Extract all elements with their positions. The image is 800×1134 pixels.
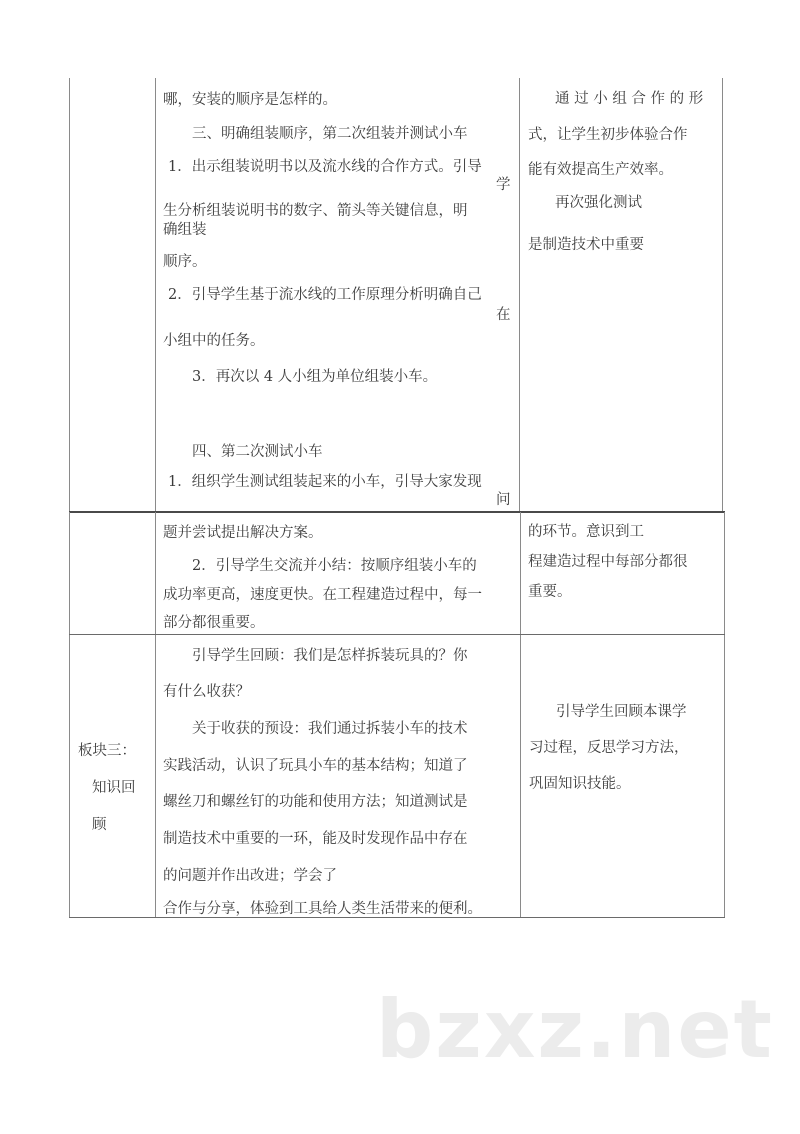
content-line: 小组中的任务。 [163, 333, 265, 349]
intent-line: 巩固知识技能。 [529, 776, 631, 792]
intent-line: 习过程，反思学习方法， [529, 740, 689, 756]
table-border-left-top [69, 78, 70, 512]
table-divider-2-bottom [520, 512, 521, 917]
intent-line: 式，让学生初步体验合作 [528, 127, 688, 143]
content-line: 学 [496, 177, 511, 193]
table-border-left-bottom [69, 512, 70, 917]
intent-line: 能有效提高生产效率。 [528, 162, 673, 178]
content-line: 2．引导学生交流并小结：按顺序组装小车的 [192, 558, 477, 574]
content-line: 问 [496, 492, 511, 508]
content-line: 3．再次以 4 人小组为单位组装小车。 [192, 369, 438, 385]
table-border-right-bottom [724, 512, 725, 917]
content-line: 顺序。 [163, 254, 207, 270]
content-line: 哪，安装的顺序是怎样的。 [163, 92, 337, 108]
table-border-right-top [722, 78, 723, 512]
intent-line: 通 过 小 组 合 作 的 形 [555, 91, 704, 107]
section-heading: 三、明确组装顺序，第二次组装并测试小车 [192, 126, 468, 142]
row-separator-pagebreak [69, 511, 725, 513]
watermark: bzxz.net [376, 983, 774, 1076]
intent-line: 的环节。意识到工 [528, 524, 644, 540]
content-line: 确组装 [163, 222, 207, 238]
content-line: 题并尝试提出解决方案。 [163, 525, 323, 541]
content-line: 关于收获的预设：我们通过拆装小车的技术 [192, 721, 468, 737]
intent-line: 再次强化测试 [555, 195, 642, 211]
content-line: 合作与分享，体验到工具给人类生活带来的便利。 [163, 901, 482, 917]
intent-line: 重要。 [528, 584, 572, 600]
table-divider-1-top [155, 78, 156, 512]
content-line: 的问题并作出改进；学会了 [163, 868, 337, 884]
intent-line: 是制造技术中重要 [528, 237, 644, 253]
content-line: 成功率更高，速度更快。在工程建造过程中，每一 [163, 587, 482, 603]
content-line: 1．出示组装说明书以及流水线的合作方式。引导 [168, 159, 482, 175]
section-heading: 四、第二次测试小车 [192, 444, 323, 460]
section-label: 顾 [92, 817, 107, 833]
row-separator-2-3 [69, 634, 725, 635]
content-line: 部分都很重要。 [163, 615, 265, 631]
content-line: 生分析组装说明书的数字、箭头等关键信息，明 [163, 203, 468, 219]
content-line: 2．引导学生基于流水线的工作原理分析明确自己 [168, 287, 482, 303]
content-line: 有什么收获？ [163, 684, 250, 700]
content-line: 螺丝刀和螺丝钉的功能和使用方法；知道测试是 [163, 794, 468, 810]
table-divider-2-top [519, 78, 520, 512]
section-label: 知识回 [92, 780, 136, 796]
intent-line: 程建造过程中每部分都很 [528, 554, 688, 570]
content-line: 引导学生回顾：我们是怎样拆装玩具的？你 [192, 648, 468, 664]
section-label: 板块三： [78, 743, 136, 759]
content-line: 1．组织学生测试组装起来的小车，引导大家发现 [168, 474, 482, 490]
content-line: 制造技术中重要的一环，能及时发现作品中存在 [163, 831, 468, 847]
intent-line: 引导学生回顾本课学 [556, 704, 687, 720]
content-line: 实践活动，认识了玩具小车的基本结构；知道了 [163, 758, 468, 774]
table-divider-1-bottom [155, 512, 156, 917]
content-line: 在 [496, 307, 511, 323]
